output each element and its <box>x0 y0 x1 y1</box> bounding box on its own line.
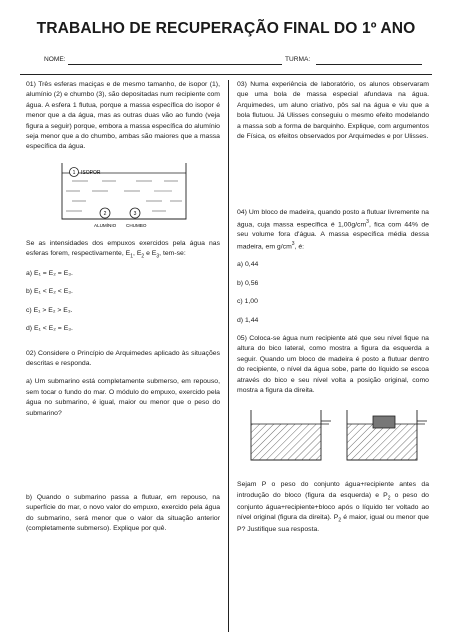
q2-part-b: b) Quando o submarino passa a flutuar, em repouso, na superfície do mar, o novo valor do empuxo, exercido pela água do submarino, será menor que o valor da situação anterior (completamente submerso). Explique por quê. <box>26 493 220 533</box>
spheres-tank-diagram <box>26 161 220 233</box>
nome-field[interactable] <box>68 64 282 65</box>
q5-after: Sejam P o peso do conjunto água+recipiente antes da introdução do bloco (figura da esquerda) e $P_2$ o peso do conjunto água+recipiente+bloco após o líquido ter voltado ao nível original (figura da direita). $P_2$ é maior, igual ou menor que P? Justifique sua resposta. <box>237 481 429 534</box>
isopor-label: ISOPOR <box>81 169 101 176</box>
q1-option-d[interactable]: d) E₁ < E₂ = E₃. <box>26 325 73 333</box>
q1-text: 01) Três esferas maciças e de mesmo tamanho, de isopor (1), alumínio (2) e chumbo (3), são depositadas num recipiente com água. A esfera 1 flutua, porque a massa específica do isopor é menor que a da água, mas as outras duas vão ao fundo (veja figura a seguir) porque, embora a massa específica do alumínio seja menor que a do chumbo, ambas são maiores que a massa específica da água. <box>26 81 220 151</box>
q4-option-d[interactable]: d) 1,44 <box>237 316 259 324</box>
wood-block <box>373 416 395 428</box>
student-info-row <box>44 55 424 67</box>
chumbo-label: CHUMBO <box>126 222 147 228</box>
header-divider <box>20 74 432 75</box>
q4-option-c[interactable]: c) 1,00 <box>237 298 258 306</box>
sphere-1-number: 1 <box>72 169 76 176</box>
q1-option-c[interactable]: c) E₁ > E₂ > E₃. <box>26 306 73 314</box>
q4-option-a[interactable]: a) 0,44 <box>237 261 259 269</box>
right-container <box>347 410 427 460</box>
q4-option-b[interactable]: b) 0,56 <box>237 279 259 287</box>
sphere-2-number: 2 <box>103 210 107 217</box>
q1-figure <box>26 161 220 233</box>
left-container <box>251 410 331 460</box>
q3-text: 03) Numa experiência de laboratório, os alunos observaram que uma bola de massa especial afundava na água. Arquimedes, um aluno criativo, pôs sal na água e viu que a bola flutuou. Já Ulisses conseguiu o mesmo efeito modelando a massa sob a forma de barquinho. Explique, com argumentos de Física, os efeitos observados por Arquimedes e por Ulisses. <box>237 81 429 140</box>
q1-option-b[interactable]: b) E₁ < E₂ < E₃. <box>26 288 73 296</box>
spout-container-diagram <box>237 404 429 462</box>
q4-text: 04) Um bloco de madeira, quando posto a flutuar livremente na água, cuja massa específica é $1,00g/cm^3$, fica com 44% de seu volume fora d'água. A massa específica média dessa madeira, em $g/cm^3$, é: <box>237 209 429 251</box>
q1-option-a[interactable]: a) E₁ = E₂ = E₃. <box>26 270 73 278</box>
q2-intro: 02) Considere o Princípio de Arquimedes aplicado às situações descritas e responda. <box>26 349 220 368</box>
q1-question: Se as intensidades dos empuxos exercidos pela água nas esferas forem, respectivamente, $E_1$, $E_2$ e $E_3$, tem-se: <box>26 239 220 260</box>
turma-label: TURMA: <box>285 56 311 63</box>
q2-part-a: a) Um submarino está completamente submerso, em repouso, sem tocar o fundo do mar. O módulo do empuxo, exercido pela água no submarino, é igual, maior ou menor que o peso do submarino? <box>26 378 220 417</box>
q5-figure <box>237 404 429 462</box>
page-title: TRABALHO DE RECUPERAÇÃO FINAL DO 1º ANO <box>36 20 416 37</box>
right-column <box>237 80 429 543</box>
left-column <box>26 80 220 543</box>
turma-field[interactable] <box>316 64 422 65</box>
column-divider <box>228 80 229 632</box>
sphere-3-number: 3 <box>133 210 137 217</box>
q5-text: 05) Coloca-se água num recipiente até que seu nível fique na altura do bico lateral, como mostra a figura da esquerda a seguir. Quando um bloco de madeira é posto a flutuar dentro do recipiente, o nível da água sobe, parte do líquido se escoa através do bico e seu nível volta a posição original, como mostra a figura da direita. <box>237 335 429 394</box>
aluminio-label: ALUMÍNIO <box>94 222 117 228</box>
nome-label: NOME: <box>44 56 66 63</box>
